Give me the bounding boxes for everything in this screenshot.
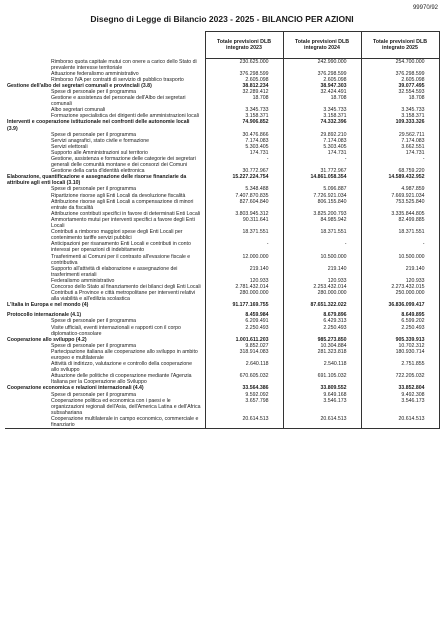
row-label: Elaborazione, quantificazione e assegnazione delle risorse finanziarie da attribuire agli enti locali (3.10) — [5, 174, 205, 186]
page-number: 99970/92 — [412, 5, 438, 11]
value-cell-2025: 2.605.098 — [361, 77, 439, 83]
value-cell-2025: 39.077.495 — [361, 83, 439, 89]
value-cell-2023: 827.604.840 — [205, 199, 283, 211]
value-cell-2023: - — [205, 156, 283, 168]
value-cell-2023: 7.407.870.835 — [205, 193, 283, 199]
value-cell-2024: 2.250.493 — [283, 325, 361, 337]
table-body — [5, 59, 439, 429]
value-cell-2024: 806.155.840 — [283, 199, 361, 211]
value-cell-2024: 219.140 — [283, 266, 361, 278]
value-cell-2025: 3.335.844.805 — [361, 211, 439, 217]
row-label: Federalismo amministrativo — [5, 278, 205, 284]
value-cell-2023: 318.914.083 — [205, 349, 283, 361]
value-cell-2024: 74.332.396 — [283, 119, 361, 131]
value-cell-2025: 10.702.312 — [361, 343, 439, 349]
value-cell-2024: 33.809.552 — [283, 385, 361, 391]
value-cell-2023: 33.564.386 — [205, 385, 283, 391]
value-cell-2025: 219.140 — [361, 266, 439, 278]
table-row — [5, 199, 439, 211]
row-label: Spese di personale per il programma — [5, 392, 205, 398]
value-cell-2023: 90.311.641 — [205, 217, 283, 229]
table-row — [5, 266, 439, 278]
value-cell-2023: 670.605.032 — [205, 373, 283, 385]
value-cell-2025: 254.700.000 — [361, 59, 439, 71]
value-cell-2023: 120.933 — [205, 278, 283, 284]
value-cell-2025: 905.339.913 — [361, 337, 439, 343]
value-cell-2024: 3.825.200.793 — [283, 211, 361, 217]
value-cell-2024: - — [283, 156, 361, 168]
value-cell-2023: 32.289.412 — [205, 89, 283, 95]
row-label: Rimborso IVA per contratti di servizio di pubblico trasporto — [5, 77, 205, 83]
value-cell-2023: 174.731 — [205, 150, 283, 156]
value-cell-2024: 18.371.551 — [283, 229, 361, 241]
value-cell-2023: 30.476.866 — [205, 132, 283, 138]
value-cell-2023: 3.657.798 — [205, 398, 283, 416]
value-cell-2023: 7.174.083 — [205, 138, 283, 144]
value-cell-2025: 8.649.895 — [361, 308, 439, 318]
value-cell-2025: - — [361, 241, 439, 253]
row-label: Spese di personale per il programma — [5, 132, 205, 138]
row-label: Attuazione delle politiche di cooperazione mediante l'Agenzia Italiana per la Cooperazione allo Sviluppo — [5, 373, 205, 385]
table-row — [5, 59, 439, 71]
value-cell-2025: 10.500.000 — [361, 254, 439, 266]
table-row — [5, 229, 439, 241]
row-label: Supporto alle Amministrazioni sul territorio — [5, 150, 205, 156]
row-label: Gestione, assistenza e formazione delle categorie dei segretari generali delle comunità montane e dei consorzi dei Comuni — [5, 156, 205, 168]
value-cell-2024: 281.323.818 — [283, 349, 361, 361]
table-row — [5, 156, 439, 168]
value-cell-2024: 120.933 — [283, 278, 361, 284]
table-row — [5, 349, 439, 361]
value-cell-2024: 9.649.168 — [283, 392, 361, 398]
value-cell-2025: 250.000.000 — [361, 290, 439, 302]
value-cell-2024: 31.772.967 — [283, 168, 361, 174]
row-label: Contributi a Province e città metropolitane per interventi relativi alla viabilità e all'edilizia scolastica — [5, 290, 205, 302]
value-cell-2024: 10.500.000 — [283, 254, 361, 266]
value-cell-2023: 1.001.611.203 — [205, 337, 283, 343]
row-label: Servizi anagrafici, stato civile e formazione — [5, 138, 205, 144]
row-label: Cooperazione economica e relazioni internazionali (4.4) — [5, 385, 205, 391]
value-cell-2025: 3.662.551 — [361, 144, 439, 150]
value-cell-2023: 280.000.000 — [205, 290, 283, 302]
value-cell-2025: 32.554.593 — [361, 89, 439, 95]
row-label: Gestione dell'albo dei segretari comunali e provinciali (3.8) — [5, 83, 205, 89]
row-label: Cooperazione multilaterale in campo economico, commerciale e finanziario — [5, 416, 205, 429]
value-cell-2024: - — [283, 241, 361, 253]
value-cell-2024: 32.424.491 — [283, 89, 361, 95]
row-label: Partecipazione italiana alle cooperazione allo sviluppo in ambito europeo e multilaterale — [5, 349, 205, 361]
value-cell-2024: 280.000.000 — [283, 290, 361, 302]
value-cell-2024: 2.253.432.014 — [283, 284, 361, 290]
value-cell-2025: 36.836.099.417 — [361, 302, 439, 308]
value-cell-2025: 68.759.220 — [361, 168, 439, 174]
row-label: L'Italia in Europa e nel mondo (4) — [5, 302, 205, 308]
row-label: Formazione specialistica dei dirigenti delle amministrazioni locali — [5, 113, 205, 119]
table-row — [5, 95, 439, 107]
value-cell-2024: 7.174.083 — [283, 138, 361, 144]
row-label: Cooperazione allo sviluppo (4.2) — [5, 337, 205, 343]
value-cell-2024: 2.540.118 — [283, 361, 361, 373]
value-cell-2024: 20.614.513 — [283, 416, 361, 429]
row-label: Cooperazione politica ed economica con i paesi e le organizzazioni regionali dell'Asia, dell'America Latina e dell'Africa subsahariana — [5, 398, 205, 416]
value-cell-2024: 38.947.303 — [283, 83, 361, 89]
column-header-2024: Totale previsioni DLB integrato 2024 — [283, 32, 361, 59]
value-cell-2025: 2.751.855 — [361, 361, 439, 373]
value-cell-2023: 5.303.405 — [205, 144, 283, 150]
value-cell-2025: 18.708 — [361, 95, 439, 107]
value-cell-2025: 9.492.308 — [361, 392, 439, 398]
row-label: Ripartizione risorse agli Enti Locali da devoluzione fiscalità — [5, 193, 205, 199]
value-cell-2023: 230.625.000 — [205, 59, 283, 71]
value-cell-2023: 219.140 — [205, 266, 283, 278]
value-cell-2024: 2.605.098 — [283, 77, 361, 83]
value-cell-2023: 2.781.432.014 — [205, 284, 283, 290]
value-cell-2024: 376.298.599 — [283, 71, 361, 77]
value-cell-2023: 74.906.852 — [205, 119, 283, 131]
value-cell-2025: 6.599.202 — [361, 318, 439, 324]
value-cell-2023: 30.772.967 — [205, 168, 283, 174]
row-label: Spese di personale per il programma — [5, 89, 205, 95]
value-cell-2024: 5.303.405 — [283, 144, 361, 150]
table-row — [5, 325, 439, 337]
row-label: Visite ufficiali, eventi internazionali e rapporti con il corpo diplomatico-consolare — [5, 325, 205, 337]
value-cell-2025: 3.345.733 — [361, 107, 439, 113]
row-label: Attuazione federalismo amministrativo — [5, 71, 205, 77]
value-cell-2023: - — [205, 241, 283, 253]
value-cell-2024: 10.304.884 — [283, 343, 361, 349]
row-label: Contributi a rimborso maggiori spese degli Enti Locali per contenimento tariffe servizi pubblici — [5, 229, 205, 241]
value-cell-2024: 174.731 — [283, 150, 361, 156]
value-cell-2023: 91.177.169.755 — [205, 302, 283, 308]
value-cell-2025: - — [361, 156, 439, 168]
value-cell-2024: 18.708 — [283, 95, 361, 107]
row-label: Interventi e cooperazione istituzionale nei confronti delle autonomie locali (3.9) — [5, 119, 205, 131]
value-cell-2025: 2.273.432.015 — [361, 284, 439, 290]
row-label: Spese di personale per il programma — [5, 318, 205, 324]
value-cell-2025: 18.371.551 — [361, 229, 439, 241]
value-cell-2025: 33.852.804 — [361, 385, 439, 391]
row-label: Albo segretari comunali — [5, 107, 205, 113]
value-cell-2023: 3.803.945.312 — [205, 211, 283, 217]
value-cell-2024: 3.546.173 — [283, 398, 361, 416]
row-label: Attribuzione risorse agli Enti Locali a compensazione di minori entrate da fiscalità — [5, 199, 205, 211]
value-cell-2024: 3.158.371 — [283, 113, 361, 119]
value-cell-2025: 82.499.885 — [361, 217, 439, 229]
section-row — [5, 119, 439, 131]
value-cell-2025: 3.158.371 — [361, 113, 439, 119]
value-cell-2024: 985.273.850 — [283, 337, 361, 343]
table-row — [5, 361, 439, 373]
value-cell-2024: 691.105.032 — [283, 373, 361, 385]
value-cell-2025: 109.333.326 — [361, 119, 439, 131]
row-label: Anticipazioni per risanamento Enti Locali e contributi in conto interessi per operazioni di indebitamento — [5, 241, 205, 253]
value-cell-2023: 3.158.371 — [205, 113, 283, 119]
value-cell-2024: 3.345.733 — [283, 107, 361, 113]
table-row — [5, 241, 439, 253]
value-cell-2023: 38.812.234 — [205, 83, 283, 89]
table-row — [5, 373, 439, 385]
value-cell-2025: 722.205.032 — [361, 373, 439, 385]
value-cell-2025: 2.250.493 — [361, 325, 439, 337]
row-label: Spese di personale per il programma — [5, 186, 205, 192]
row-label: Servizi elettorali — [5, 144, 205, 150]
header-blank-cell — [5, 32, 205, 59]
value-cell-2023: 2.605.098 — [205, 77, 283, 83]
value-cell-2024: 8.679.896 — [283, 308, 361, 318]
value-cell-2023: 20.614.513 — [205, 416, 283, 429]
value-cell-2024: 6.429.313 — [283, 318, 361, 324]
document-title: Disegno di Legge di Bilancio 2023 - 2025 - BILANCIO PER AZIONI — [90, 14, 354, 24]
value-cell-2024: 87.651.322.022 — [283, 302, 361, 308]
value-cell-2023: 5.348.488 — [205, 186, 283, 192]
value-cell-2024: 242.990.000 — [283, 59, 361, 71]
row-label: Concorso dello Stato al finanziamento dei bilanci degli Enti Locali — [5, 284, 205, 290]
value-cell-2024: 29.892.210 — [283, 132, 361, 138]
section-row — [5, 174, 439, 186]
value-cell-2025: 7.174.083 — [361, 138, 439, 144]
value-cell-2025: 174.731 — [361, 150, 439, 156]
value-cell-2023: 2.250.493 — [205, 325, 283, 337]
value-cell-2025: 376.298.599 — [361, 71, 439, 77]
column-header-2025: Totale previsioni DLB integrato 2025 — [361, 32, 439, 59]
row-label: Spese di personale per il programma — [5, 343, 205, 349]
table-header-row — [5, 32, 439, 59]
table-row — [5, 217, 439, 229]
row-label: Rimborso quota capitale mutui con onere a carico dello Stato di prevalente interesse territoriale — [5, 59, 205, 71]
table-row — [5, 398, 439, 416]
value-cell-2024: 84.985.942 — [283, 217, 361, 229]
value-cell-2025: 753.525.840 — [361, 199, 439, 211]
value-cell-2025: 3.546.173 — [361, 398, 439, 416]
value-cell-2024: 14.861.058.354 — [283, 174, 361, 186]
value-cell-2023: 8.459.984 — [205, 308, 283, 318]
row-label: Ammortamento mutui per interventi specifici a favore degli Enti Locali — [5, 217, 205, 229]
table-row — [5, 254, 439, 266]
value-cell-2025: 4.987.859 — [361, 186, 439, 192]
row-label: Attività di indirizzo, valutazione e controllo della cooperazione allo sviluppo — [5, 361, 205, 373]
value-cell-2024: 5.096.887 — [283, 186, 361, 192]
value-cell-2024: 7.726.921.034 — [283, 193, 361, 199]
value-cell-2025: 180.930.714 — [361, 349, 439, 361]
value-cell-2023: 15.227.224.754 — [205, 174, 283, 186]
row-label: Trasferimenti ai Comuni per il contrasto all'evasione fiscale e contributiva — [5, 254, 205, 266]
row-label: Supporto all'attività di elaborazione e assegnazione dei trasferimenti erariali — [5, 266, 205, 278]
value-cell-2023: 18.708 — [205, 95, 283, 107]
value-cell-2023: 376.298.599 — [205, 71, 283, 77]
value-cell-2023: 9.852.027 — [205, 343, 283, 349]
value-cell-2023: 3.345.733 — [205, 107, 283, 113]
column-header-2023: Totale previsioni DLB integrato 2023 — [205, 32, 283, 59]
value-cell-2025: 14.589.432.952 — [361, 174, 439, 186]
value-cell-2025: 120.933 — [361, 278, 439, 284]
value-cell-2025: 29.562.711 — [361, 132, 439, 138]
row-label: Attribuzione contributi specifici in favore di determinati Enti Locali — [5, 211, 205, 217]
row-label: Protocollo internazionale (4.1) — [5, 308, 205, 318]
value-cell-2025: 20.614.513 — [361, 416, 439, 429]
value-cell-2023: 6.209.491 — [205, 318, 283, 324]
budget-table — [5, 31, 440, 429]
table-row — [5, 416, 439, 429]
value-cell-2023: 12.000.000 — [205, 254, 283, 266]
value-cell-2023: 18.371.551 — [205, 229, 283, 241]
row-label: Gestione della carta d'identità elettronica — [5, 168, 205, 174]
row-label: Gestione e assistenza del personale dell'Albo dei segretari comunali — [5, 95, 205, 107]
table-row — [5, 290, 439, 302]
value-cell-2023: 2.640.118 — [205, 361, 283, 373]
section-row — [5, 308, 439, 318]
value-cell-2023: 9.592.092 — [205, 392, 283, 398]
value-cell-2025: 7.669.921.034 — [361, 193, 439, 199]
